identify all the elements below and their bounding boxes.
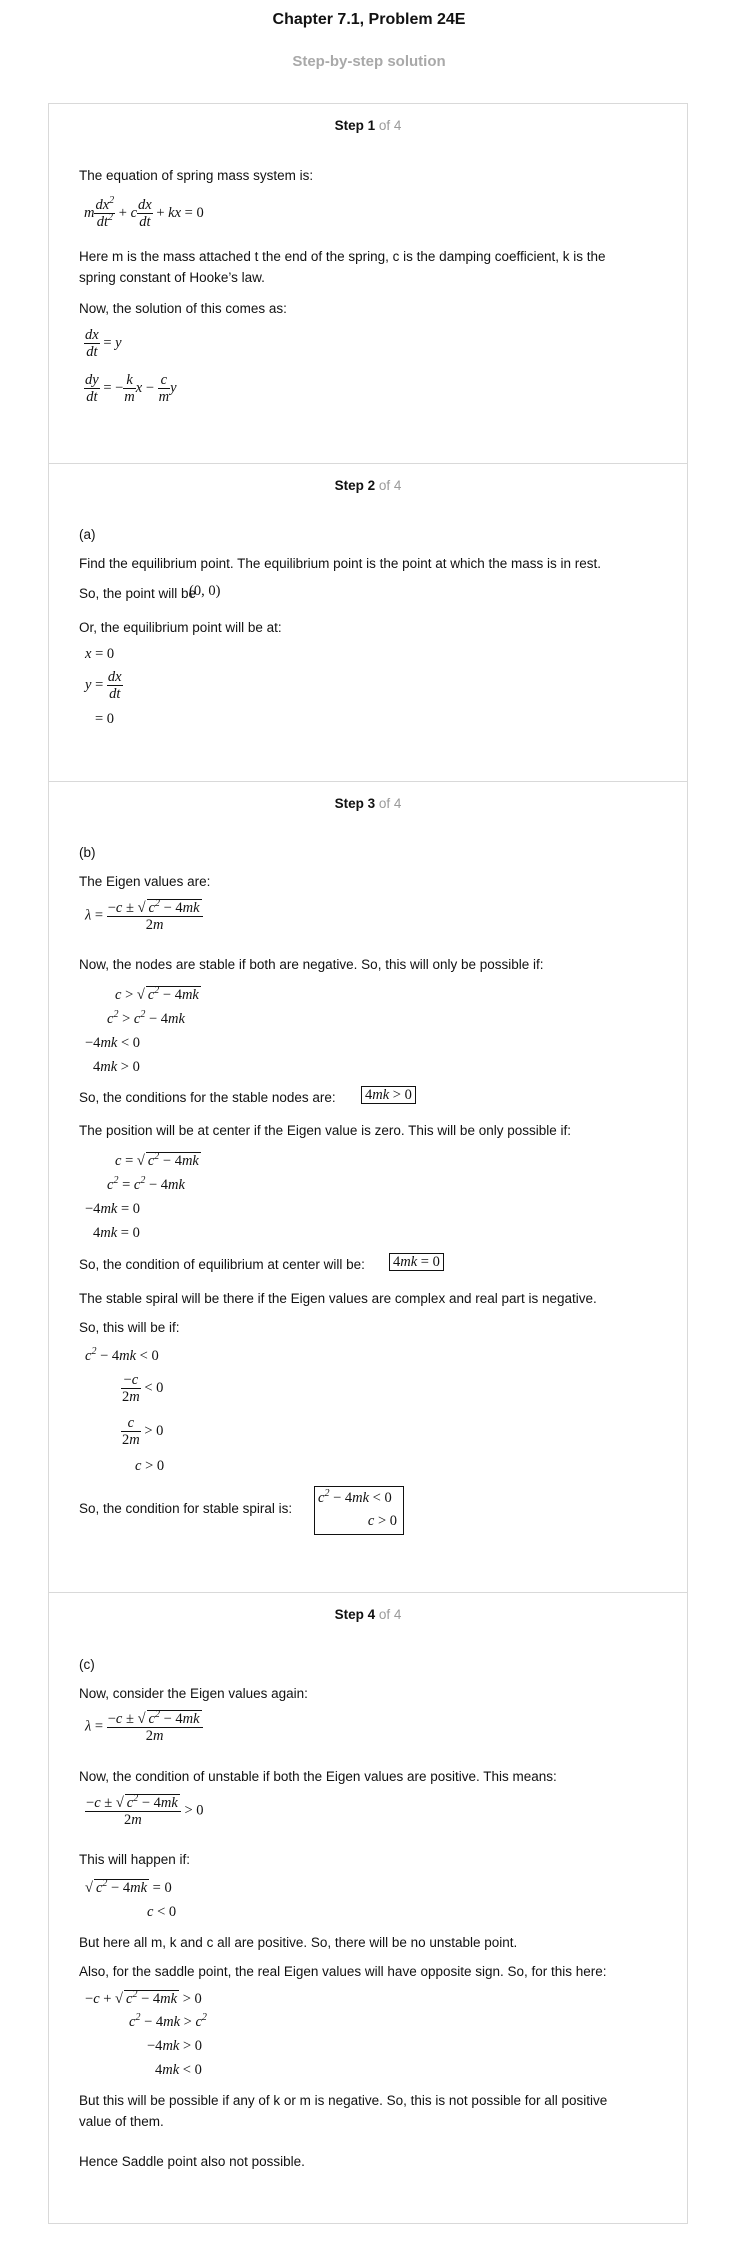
step-label: Step 3: [334, 796, 376, 811]
equation-dy-dt: $\frac{dy}{dt}$ = − $\frac{k}{m}$ x − $\frac{c}{m}$ y: [85, 372, 177, 405]
step-count: of 4: [378, 1607, 402, 1622]
stable-node-ineq-1: c > √ $c^2 - 4mk$: [115, 985, 199, 1003]
text-line: The Eigen values are:: [79, 874, 211, 889]
text-line: Now, the condition of unstable if both the Eigen values are positive. This means:: [79, 1769, 557, 1784]
text-line: This will happen if:: [79, 1852, 191, 1867]
step-count: of 4: [378, 118, 402, 133]
equation-x-zero: x = 0: [85, 646, 115, 662]
center-eq-1: c = √ $c^2 - 4mk$: [115, 1151, 199, 1169]
step-2-card: [48, 463, 688, 781]
stable-node-condition: 4mk > 0: [361, 1087, 416, 1104]
unstable-cond-1: √ $c^2 - 4mk = 0$: [85, 1878, 172, 1896]
stable-node-ineq-2: $c^2 > c^2 - 4mk$: [107, 1009, 185, 1027]
page-title: Chapter 7.1, Problem 24E: [272, 11, 466, 28]
step-4-card: [48, 1592, 688, 2224]
step-count: of 4: [378, 478, 402, 493]
text-line: Also, for the saddle point, the real Eigen values will have opposite sign. So, for this here:: [79, 1964, 607, 1979]
spring-equation: m $\frac{dx^2}{dt^2}$ + c $\frac{dx}{dt}$ + kx = 0: [84, 195, 204, 230]
unstable-inequality: $\frac{-c \pm √ c^2 - 4mk}{2m}$ > 0: [86, 1793, 204, 1828]
spiral-ineq-1: $c^2 - 4mk < 0$: [85, 1346, 159, 1364]
text-line: So, the conditions for the stable nodes are:: [79, 1090, 336, 1105]
text-line: (c): [79, 1657, 95, 1672]
equation-y-dx-dt: y = $\frac{dx}{dt}$: [85, 669, 122, 702]
center-eq-4: 4mk = 0: [93, 1225, 140, 1241]
text-line: But here all m, k and c all are positive. So, there will be no unstable point.: [79, 1935, 518, 1950]
step-label: Step 1: [334, 118, 376, 133]
text-line: But this will be possible if any of k or m is negative. So, this is not possible for all positive value of them.: [79, 2093, 608, 2129]
stable-spiral-condition: $c^2 - 4mk < 0$ c > 0: [314, 1486, 404, 1535]
text-line: Or, the equilibrium point will be at:: [79, 620, 282, 635]
saddle-ineq-4: 4mk < 0: [155, 2062, 202, 2078]
step-1-heading: [49, 118, 687, 133]
step-1-card: [48, 103, 688, 463]
eigenvalue-formula: λ = $\frac{-c \pm √ c^2 - 4mk}{2m}$: [85, 899, 203, 933]
step-count: of 4: [378, 796, 402, 811]
text-line: Now, consider the Eigen values again:: [79, 1686, 308, 1701]
equation-equals-zero: = 0: [95, 711, 115, 727]
step-3-heading: [49, 796, 687, 811]
stable-node-ineq-4: 4mk > 0: [93, 1059, 140, 1075]
eigenvalue-formula: λ = $\frac{-c \pm √ c^2 - 4mk}{2m}$: [85, 1710, 203, 1744]
stable-node-ineq-3: −4mk < 0: [85, 1035, 141, 1051]
text-line: The equation of spring mass system is:: [79, 168, 314, 183]
center-condition: 4mk = 0: [389, 1254, 444, 1271]
text-line: So, the condition for stable spiral is:: [79, 1501, 293, 1516]
step-4-heading: [49, 1607, 687, 1622]
center-eq-3: −4mk = 0: [85, 1201, 141, 1217]
text-line: (b): [79, 845, 96, 860]
center-eq-2: $c^2 = c^2 - 4mk$: [107, 1175, 185, 1193]
text-line: So, the point will be: [79, 586, 197, 601]
text-line: The stable spiral will be there if the Eigen values are complex and real part is negative.: [79, 1291, 597, 1306]
text-line: (a): [79, 527, 96, 542]
equation-dx-dt: $\frac{dx}{dt}$ = y: [85, 327, 122, 360]
text-line: The position will be at center if the Eigen value is zero. This will be only possible if:: [79, 1123, 571, 1138]
saddle-ineq-2: $c^2 - 4mk > c^2$: [129, 2012, 207, 2030]
spiral-ineq-3: $\frac{c}{2m}$ > 0: [122, 1415, 164, 1448]
saddle-ineq-3: −4mk > 0: [147, 2038, 203, 2054]
step-2-heading: [49, 478, 687, 493]
text-line: Here m is the mass attached t the end of the spring, c is the damping coefficient, k is the spring constant of Hooke’s law.: [79, 249, 606, 285]
saddle-ineq-1: −c + √ $c^2 - 4mk > 0$: [85, 1989, 202, 2007]
text-line: So, this will be if:: [79, 1320, 180, 1335]
text-line: Now, the solution of this comes as:: [79, 301, 287, 316]
unstable-cond-2: c < 0: [147, 1904, 177, 1920]
text-line: So, the condition of equilibrium at center will be:: [79, 1257, 365, 1272]
step-label: Step 4: [334, 1607, 376, 1622]
text-line: Find the equilibrium point. The equilibrium point is the point at which the mass is in rest.: [79, 556, 602, 571]
spiral-ineq-2: $\frac{-c}{2m}$ < 0: [122, 1372, 164, 1405]
spiral-ineq-4: c > 0: [135, 1458, 165, 1474]
equilibrium-point: (0, 0): [189, 583, 221, 599]
step-3-card: [48, 781, 688, 1592]
step-label: Step 2: [334, 478, 376, 493]
page-subtitle: Step-by-step solution: [292, 53, 446, 70]
text-line: Now, the nodes are stable if both are negative. So, this will only be possible if:: [79, 957, 544, 972]
text-line: Hence Saddle point also not possible.: [79, 2154, 305, 2169]
